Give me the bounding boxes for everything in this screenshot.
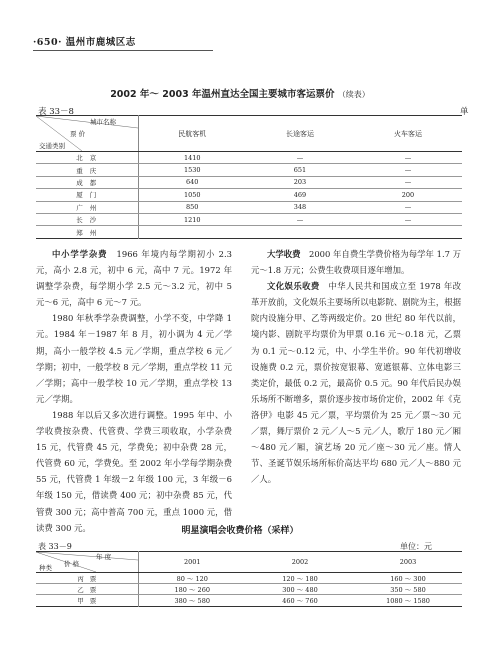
fare-cell: —	[246, 152, 354, 164]
paragraph	[36, 407, 232, 536]
paragraph	[36, 310, 232, 407]
table1-col-header: 长途客运	[246, 116, 354, 152]
fare-cell: —	[354, 213, 462, 225]
left-text-column	[36, 246, 232, 536]
city-cell: 北京	[36, 152, 138, 164]
fare-cell: 1410	[138, 152, 246, 164]
table-row	[36, 164, 462, 176]
table1-title	[0, 86, 480, 100]
fare-table-header	[36, 116, 462, 152]
price-cell: 380 ～ 580	[174, 596, 210, 605]
city-cell: 厦门	[36, 189, 138, 201]
fare-table	[36, 115, 462, 239]
fare-cell: 203	[246, 176, 354, 188]
ticket-type-cell: 丙票	[36, 573, 138, 584]
table1-diagonal	[36, 116, 138, 151]
table1-corner-bottom: 交通类别	[39, 142, 65, 150]
ticket-type-cell: 乙票	[36, 584, 138, 595]
price-cell: 120 ～ 180	[246, 573, 354, 584]
table1-unit: 单	[460, 107, 469, 117]
fare-cell: 1210	[138, 213, 246, 225]
price-cell: 350 ～ 580	[354, 584, 462, 595]
fare-cell: 1050	[138, 189, 246, 201]
header-rule	[33, 50, 213, 51]
city-cell: 广州	[36, 201, 138, 213]
table-row	[36, 584, 462, 595]
ticket-type-cell: 甲票	[36, 595, 138, 606]
table1-subtitle: （续表）	[337, 90, 370, 99]
paragraph-lead: 大学收费	[266, 249, 301, 259]
fare-cell: 651	[246, 164, 354, 176]
table2-col-header: 2001	[138, 552, 246, 573]
table2-col-header: 2003	[354, 552, 462, 573]
table-row	[36, 189, 462, 201]
fare-cell: —	[354, 164, 462, 176]
fare-cell: 640	[138, 176, 246, 188]
table1-col-header: 民航客机	[138, 116, 246, 152]
fare-cell: 850	[138, 201, 246, 213]
table-row	[36, 176, 462, 188]
table-row	[36, 226, 462, 238]
price-cell: 460 ～ 760	[282, 596, 318, 605]
table1-corner-mid: 票 价	[70, 130, 86, 138]
table-row	[36, 152, 462, 164]
fare-cell: 348	[246, 201, 354, 213]
price-cell: 80 ～ 120	[138, 573, 246, 584]
fare-cell: —	[246, 213, 354, 225]
concert-table-header	[36, 552, 462, 573]
paragraph-text: 1980 年秋季学杂费调整，小学不变，中学降 1 元。1984 年－1987 年 8 月，初小调为 4 元／学期，高小一般学校 4.5 元／学期，重点学校 6 元／学期；初中，一般学校 8 元／学期，重点学校 11 元／学期；高中一般学校 10 元／学期，重点学校 13 元／学期。	[36, 313, 232, 404]
table2-col-header: 2002	[246, 552, 354, 573]
price-cell: 180 ～ 260	[138, 584, 246, 595]
paragraph-text: 1966 年境内每学期初小 2.3 元，高小 2.8 元，初中 6 元，高中 7 元。1972 年调整学杂费，每学期小学 2.5 元～3.2 元，初中 5 元～6 元，高中 6 元～7 元。	[36, 249, 232, 308]
table1-id: 表 33－8	[38, 107, 74, 117]
table2-unit: 单位：元	[400, 542, 432, 551]
fare-cell: —	[354, 152, 462, 164]
paragraph	[251, 278, 461, 487]
price-cell: 1080 ～ 1580	[386, 596, 430, 605]
fare-cell: 200	[354, 189, 462, 201]
fare-cell	[354, 226, 462, 238]
paragraph-lead: 文化娱乐收费	[266, 281, 320, 292]
price-cell: 300 ～ 480	[246, 584, 354, 595]
table2-id: 表 33－9	[38, 542, 72, 551]
paragraph-text: 1988 年以后又多次进行调整。1995 年中、小学收费按杂费、代管费、学费三项收取，小学杂费 15 元，代管费 45 元，学费免；初中杂费 28 元，代管费 60 元，学费免。至 2002 年小学每学期杂费 55 元，代管费 1 年级－2 年级 100 元，3 年级－6 年级 150 元，借读费 400 元；初中杂费 85 元，代管费 300 元；高中普高 700 元，重点 1000 元，借读费 300 元。	[36, 409, 232, 533]
paragraph	[251, 246, 461, 278]
paragraph-lead: 中小学学杂费	[51, 249, 108, 259]
city-cell: 郑州	[36, 226, 138, 238]
table2-title: 明星演唱会收费价格（采样）	[181, 526, 299, 536]
table1-col-header: 火车客运	[354, 116, 462, 152]
paragraph-text: 中华人民共和国成立至 1978 年改革开放前，文化娱乐主要场所以电影院、剧院为主，根据院内设施分甲、乙等两级定价。20 世纪 80 年代以前，境内影、剧院平均票价为甲票 0.16 元～0.18 元，乙票为 0.1 元～0.12 元，中、小学生半价。90 年代初增收设施费 0.2 元，票价按宽银幕、宽遮银幕、立体电影三类定价，最低 0.2 元，最高价 0.5 元。90 年代后民办娱乐场所不断增多，票价逐步按市场价定价，2002 年《克洛伊》电影 45 元／票，平均票价为 25 元／票～30 元／票，舞厅票价 2 元／人～5 元／人，歌厅 180 元／厢～480 元／厢，演艺场 20 元／座～30 元／座。情人节、圣诞节娱乐场所标价高达平均 680 元／人～880 元／人。	[251, 281, 461, 485]
table2-corner-mid: 价 格	[64, 560, 80, 568]
table-row	[36, 201, 462, 213]
page-header: ·650· 温州市鹿城区志	[33, 37, 136, 48]
paragraph	[36, 246, 232, 310]
table1-corner-top: 城市名称	[90, 118, 116, 126]
city-cell: 长沙	[36, 213, 138, 225]
table2-corner-cell	[36, 552, 138, 573]
fare-cell: 1530	[138, 164, 246, 176]
fare-cell: —	[354, 176, 462, 188]
price-cell: 160 ～ 300	[354, 573, 462, 584]
table2-corner-bottom: 种类	[39, 564, 52, 572]
table2-corner-top: 年 度	[96, 553, 112, 561]
paragraph-text: 2000 年自费生学费价格为每学年 1.7 万元～1.8 万元；公费生收费项目逐年增加。	[251, 249, 461, 276]
table-row	[36, 595, 462, 606]
fare-cell	[246, 226, 354, 238]
fare-cell: 469	[246, 189, 354, 201]
fare-cell: —	[354, 201, 462, 213]
right-text-column	[251, 246, 461, 487]
table-row	[36, 213, 462, 225]
city-cell: 成都	[36, 176, 138, 188]
city-cell: 重庆	[36, 164, 138, 176]
table2-diagonal	[36, 552, 138, 572]
table-row	[36, 573, 462, 584]
table1-corner-cell	[36, 116, 138, 152]
concert-price-table	[36, 551, 462, 607]
table1-title-text: 2002 年～ 2003 年温州直达全国主要城市客运票价	[110, 89, 335, 100]
fare-cell	[138, 226, 246, 238]
